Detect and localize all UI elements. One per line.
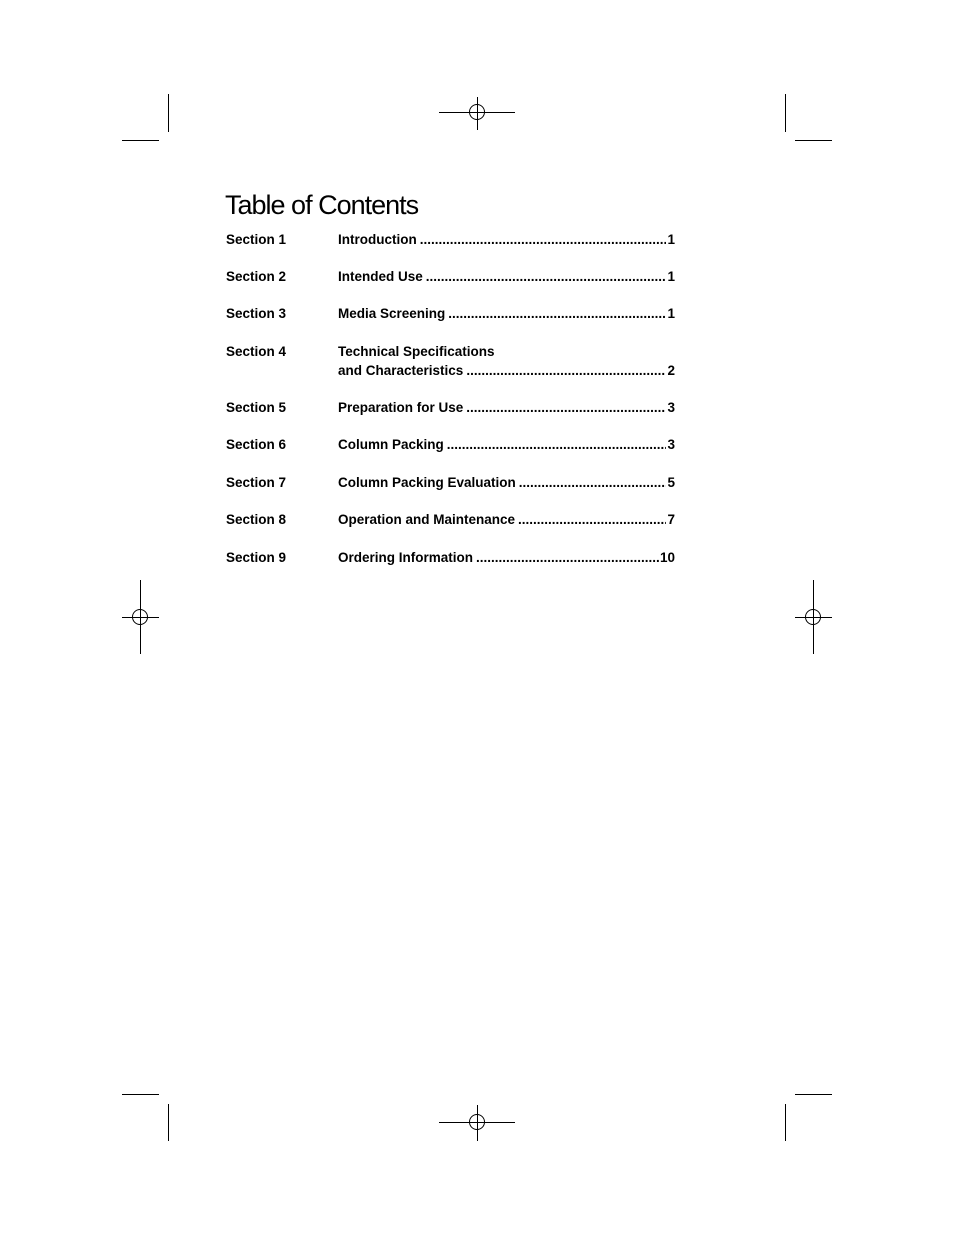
toc-page-number: 7 xyxy=(667,512,675,527)
dot-leader xyxy=(447,437,667,452)
crop-mark xyxy=(168,94,169,132)
toc-entry-title: Technical Specifications xyxy=(338,344,495,359)
crop-mark xyxy=(785,1104,786,1141)
toc-page-number: 10 xyxy=(659,550,675,565)
toc-entry-title: Introduction xyxy=(338,232,417,247)
dot-leader xyxy=(466,400,666,415)
dot-leader xyxy=(519,475,667,490)
toc-page-number: 3 xyxy=(667,400,675,415)
toc-entry-title: Operation and Maintenance xyxy=(338,512,516,527)
toc-entry-title: Intended Use xyxy=(338,269,423,284)
registration-circle xyxy=(132,609,148,625)
toc-section-label: Section 9 xyxy=(226,550,287,565)
toc-section-label: Section 5 xyxy=(226,400,287,415)
crop-mark xyxy=(168,1104,169,1141)
dot-leader xyxy=(466,363,666,378)
toc-section-label: Section 4 xyxy=(226,344,287,359)
dot-leader xyxy=(518,512,666,527)
toc-page-number: 3 xyxy=(667,437,675,452)
crop-mark xyxy=(785,94,786,132)
page-title: Table of Contents xyxy=(225,190,419,220)
crop-mark xyxy=(795,1094,832,1095)
dot-leader xyxy=(448,306,666,321)
toc-page-number: 1 xyxy=(667,269,675,284)
crop-mark xyxy=(795,140,832,141)
dot-leader xyxy=(426,269,667,284)
dot-leader xyxy=(476,550,659,565)
toc-section-label: Section 2 xyxy=(226,269,287,284)
toc-entry-title: Column Packing xyxy=(338,437,444,452)
toc-page-number: 1 xyxy=(667,306,675,321)
toc-entry-title-continued: and Characteristics xyxy=(338,363,464,378)
toc-page-number: 1 xyxy=(667,232,675,247)
toc-section-label: Section 3 xyxy=(226,306,287,321)
toc-entry-title: Media Screening xyxy=(338,306,446,321)
toc-entry-title: Ordering Information xyxy=(338,550,473,565)
crop-mark xyxy=(122,1094,159,1095)
crop-mark xyxy=(122,140,159,141)
toc-section-label: Section 1 xyxy=(226,232,287,247)
toc-section-label: Section 6 xyxy=(226,437,287,452)
registration-circle xyxy=(805,609,821,625)
toc-page-number: 5 xyxy=(667,475,675,490)
toc-entry-title: Preparation for Use xyxy=(338,400,464,415)
toc-entry-title: Column Packing Evaluation xyxy=(338,475,516,490)
registration-circle xyxy=(469,1114,485,1130)
registration-circle xyxy=(469,104,485,120)
toc-page-number: 2 xyxy=(667,363,675,378)
toc-section-label: Section 7 xyxy=(226,475,287,490)
dot-leader xyxy=(420,232,667,247)
toc-section-label: Section 8 xyxy=(226,512,287,527)
